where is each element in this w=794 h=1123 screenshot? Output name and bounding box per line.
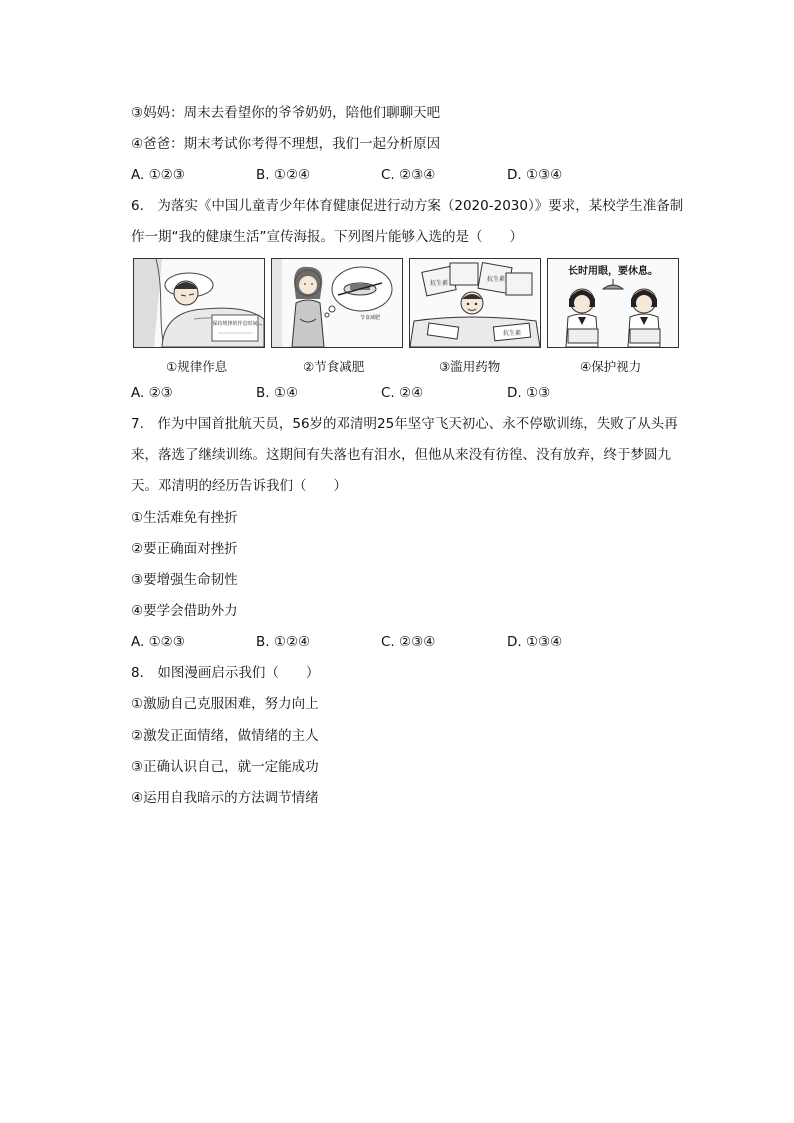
q7-item-3: ③要增强生命韧性 [131, 572, 238, 588]
q8-item-1: ①激励自己克服困难，努力向上 [131, 696, 319, 712]
picture-2-inner-text: 节食减肥 [359, 315, 381, 321]
picture-drug-abuse [409, 258, 541, 348]
q6-option-c[interactable]: C. ②④ [381, 385, 424, 401]
picture-dieting [271, 258, 403, 348]
students-reading-icon [548, 259, 678, 347]
q5-item-4: ④爸爸：期末考试你考得不理想，我们一起分析原因 [131, 136, 441, 152]
q7-item-1: ①生活难免有挫折 [131, 510, 238, 526]
q8-item-2: ②激发正面情绪，做情绪的主人 [131, 728, 319, 744]
picture-3-inner-text-2: 抗生素 [486, 276, 506, 283]
q6-options [131, 383, 651, 403]
q7-item-2: ②要正确面对挫折 [131, 541, 238, 557]
q7-stem-line-2: 来，落选了继续训练。这期间有失落也有泪水，但他从来没有彷徨、没有放弃，终于梦圆九 [131, 447, 671, 463]
q6-stem-line-2: 作一期“我的健康生活”宣传海报。下列图片能够入选的是（ ） [131, 229, 523, 245]
q5-option-a[interactable]: A. ①②③ [131, 167, 185, 183]
picture-3-inner-text-3: 抗生素 [502, 330, 522, 337]
q7-option-b[interactable]: B. ①②④ [256, 634, 311, 650]
q8-stem: 8. 如图漫画启示我们（ ） [131, 665, 320, 681]
q7-option-c[interactable]: C. ②③④ [381, 634, 436, 650]
q6-stem-line-1: 6. 为落实《中国儿童青少年体育健康促进行动方案（2020-2030）》要求，某校学生准备制 [131, 198, 684, 214]
picture-regular-routine [133, 258, 265, 348]
picture-1-inner-text: 保持规律的作息时间 [212, 321, 258, 327]
picture-3-inner-text-1: 抗生素 [429, 280, 449, 287]
picture-1-caption: ①规律作息 [166, 359, 228, 374]
q5-item-3: ③妈妈：周末去看望你的爷爷奶奶，陪他们聊聊天吧 [131, 105, 441, 121]
medicine-boxes-icon [410, 259, 540, 347]
dieting-girl-icon [272, 259, 402, 347]
q5-options [131, 165, 651, 185]
q7-options [131, 632, 651, 652]
q6-option-b[interactable]: B. ①④ [256, 385, 299, 401]
q7-stem-line-3: 天。邓清明的经历告诉我们（ ） [131, 478, 347, 494]
q8-item-3: ③正确认识自己，就一定能成功 [131, 759, 319, 775]
picture-4-inner-text: 长时用眼，要休息。 [568, 266, 658, 277]
q6-option-d[interactable]: D. ①③ [507, 385, 551, 401]
q5-option-d[interactable]: D. ①③④ [507, 167, 563, 183]
q7-option-d[interactable]: D. ①③④ [507, 634, 563, 650]
picture-eye-protection [547, 258, 679, 348]
sleeping-child-icon [134, 259, 264, 347]
picture-3-caption: ③滥用药物 [439, 359, 501, 374]
picture-2-caption: ②节食减肥 [303, 359, 365, 374]
q7-stem-line-1: 7. 作为中国首批航天员，56岁的邓清明25年坚守飞天初心、永不停歇训练，失败了从头再 [131, 416, 678, 432]
q6-option-a[interactable]: A. ②③ [131, 385, 173, 401]
picture-4-caption: ④保护视力 [580, 359, 642, 374]
q7-option-a[interactable]: A. ①②③ [131, 634, 185, 650]
q7-item-4: ④要学会借助外力 [131, 603, 238, 619]
q5-option-b[interactable]: B. ①②④ [256, 167, 311, 183]
q5-option-c[interactable]: C. ②③④ [381, 167, 436, 183]
q8-item-4: ④运用自我暗示的方法调节情绪 [131, 790, 319, 806]
